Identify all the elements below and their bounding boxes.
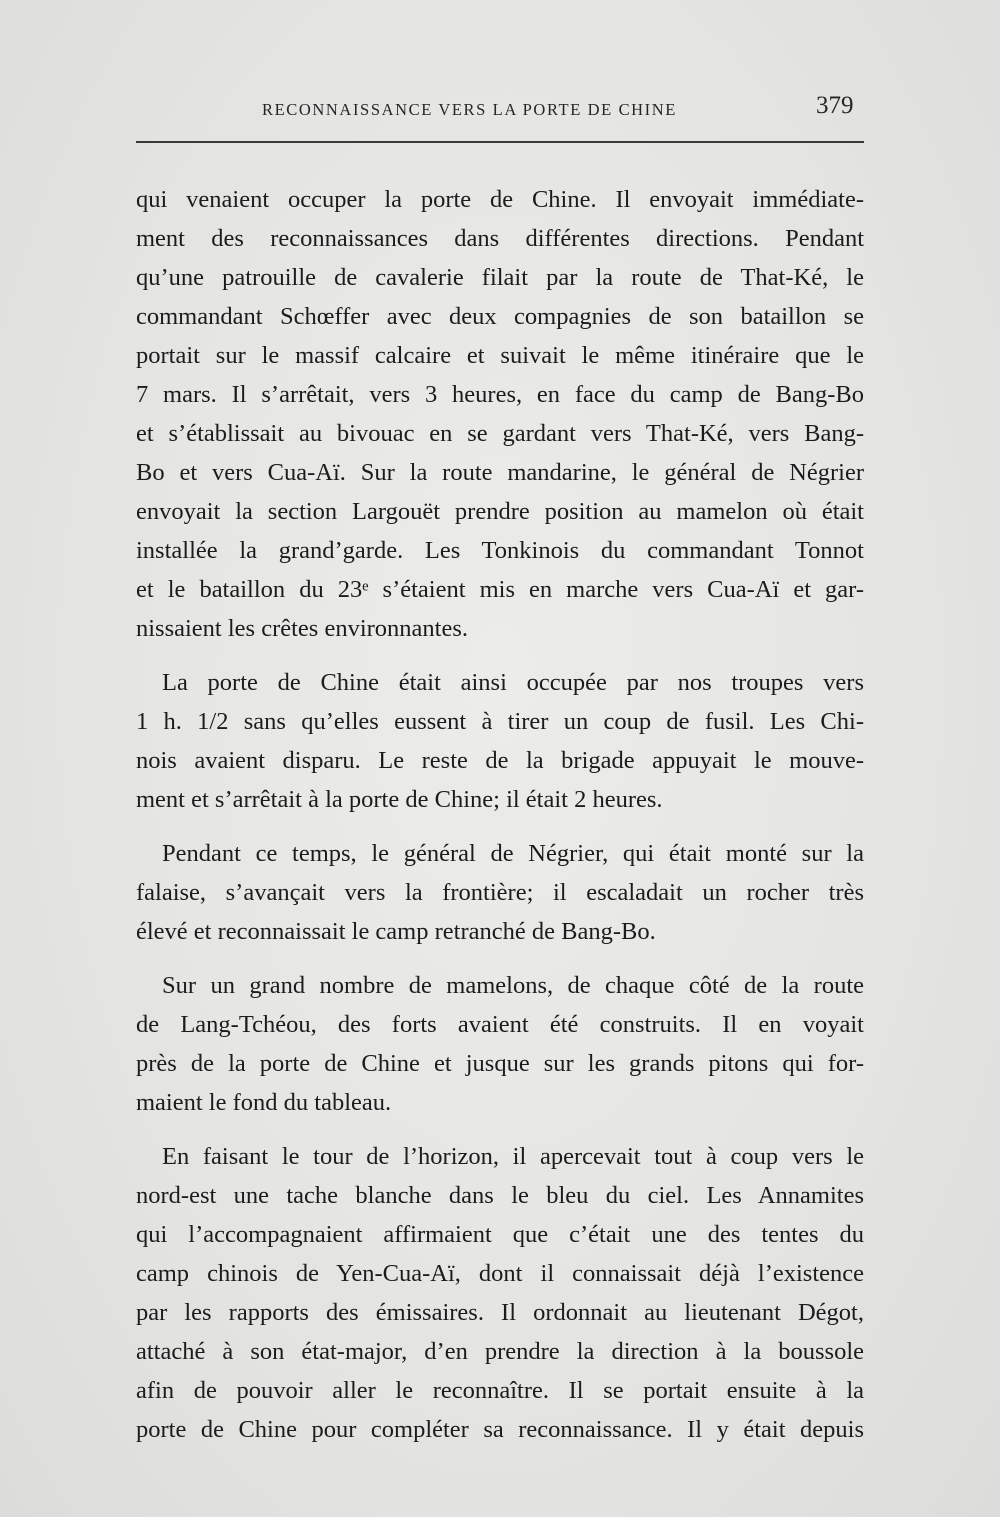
paragraph-1 [136, 180, 864, 648]
text-line: porte de Chine pour compléter sa reconnaissance. Il y était depuis [136, 1416, 864, 1443]
header-rule [136, 141, 864, 143]
text-line: Pendant ce temps, le général de Négrier, qui était monté sur la [162, 840, 864, 867]
text-line: La porte de Chine était ainsi occupée par nos troupes vers [162, 669, 864, 696]
page-number: 379 [816, 92, 854, 119]
body-text [136, 180, 864, 1464]
text-line: et s’établissait au bivouac en se gardant vers That-Ké, vers Bang- [136, 420, 864, 447]
text-line: nord-est une tache blanche dans le bleu du ciel. Les Annamites [136, 1182, 864, 1209]
text-line: attaché à son état-major, d’en prendre la direction à la boussole [136, 1338, 864, 1365]
paragraph-4 [136, 966, 864, 1122]
text-line: qui venaient occuper la porte de Chine. Il envoyait immédiate- [136, 186, 864, 213]
text-line: et le bataillon du 23ᵉ s’étaient mis en marche vers Cua-Aï et gar- [136, 576, 864, 603]
text-line: 1 h. 1/2 sans qu’elles eussent à tirer un coup de fusil. Les Chi- [136, 708, 864, 735]
text-line: ment et s’arrêtait à la porte de Chine; il était 2 heures. [136, 786, 663, 813]
text-line: envoyait la section Largouët prendre position au mamelon où était [136, 498, 864, 525]
text-line: nissaient les crêtes environnantes. [136, 615, 469, 642]
paragraph-3 [136, 834, 864, 951]
paragraph-2 [136, 663, 864, 819]
text-line: maient le fond du tableau. [136, 1089, 392, 1116]
text-line: afin de pouvoir aller le reconnaître. Il se portait ensuite à la [136, 1377, 864, 1404]
text-line: 7 mars. Il s’arrêtait, vers 3 heures, en face du camp de Bang-Bo [136, 381, 864, 408]
text-line: En faisant le tour de l’horizon, il apercevait tout à coup vers le [162, 1143, 864, 1170]
text-line: par les rapports des émissaires. Il ordonnait au lieutenant Dégot, [136, 1299, 864, 1326]
text-line: de Lang-Tchéou, des forts avaient été construits. Il en voyait [136, 1011, 864, 1038]
text-line: élevé et reconnaissait le camp retranché de Bang-Bo. [136, 918, 656, 945]
text-line: falaise, s’avançait vers la frontière; il escaladait un rocher très [136, 879, 864, 906]
paragraph-5 [136, 1137, 864, 1449]
text-line: commandant Schœffer avec deux compagnies de son bataillon se [136, 303, 864, 330]
text-line: qu’une patrouille de cavalerie filait par la route de That-Ké, le [136, 264, 864, 291]
text-line: près de la porte de Chine et jusque sur les grands pitons qui for- [136, 1050, 864, 1077]
text-line: ment des reconnaissances dans différentes directions. Pendant [136, 225, 864, 252]
running-title: RECONNAISSANCE VERS LA PORTE DE CHINE [262, 100, 677, 119]
text-line: qui l’accompagnaient affirmaient que c’était une des tentes du [136, 1221, 864, 1248]
text-line: Sur un grand nombre de mamelons, de chaque côté de la route [162, 972, 864, 999]
text-line: portait sur le massif calcaire et suivait le même itinéraire que le [136, 342, 864, 369]
text-line: Bo et vers Cua-Aï. Sur la route mandarine, le général de Négrier [136, 459, 864, 486]
text-line: installée la grand’garde. Les Tonkinois du commandant Tonnot [136, 537, 864, 564]
text-line: nois avaient disparu. Le reste de la brigade appuyait le mouve- [136, 747, 864, 774]
text-line: camp chinois de Yen-Cua-Aï, dont il connaissait déjà l’existence [136, 1260, 864, 1287]
